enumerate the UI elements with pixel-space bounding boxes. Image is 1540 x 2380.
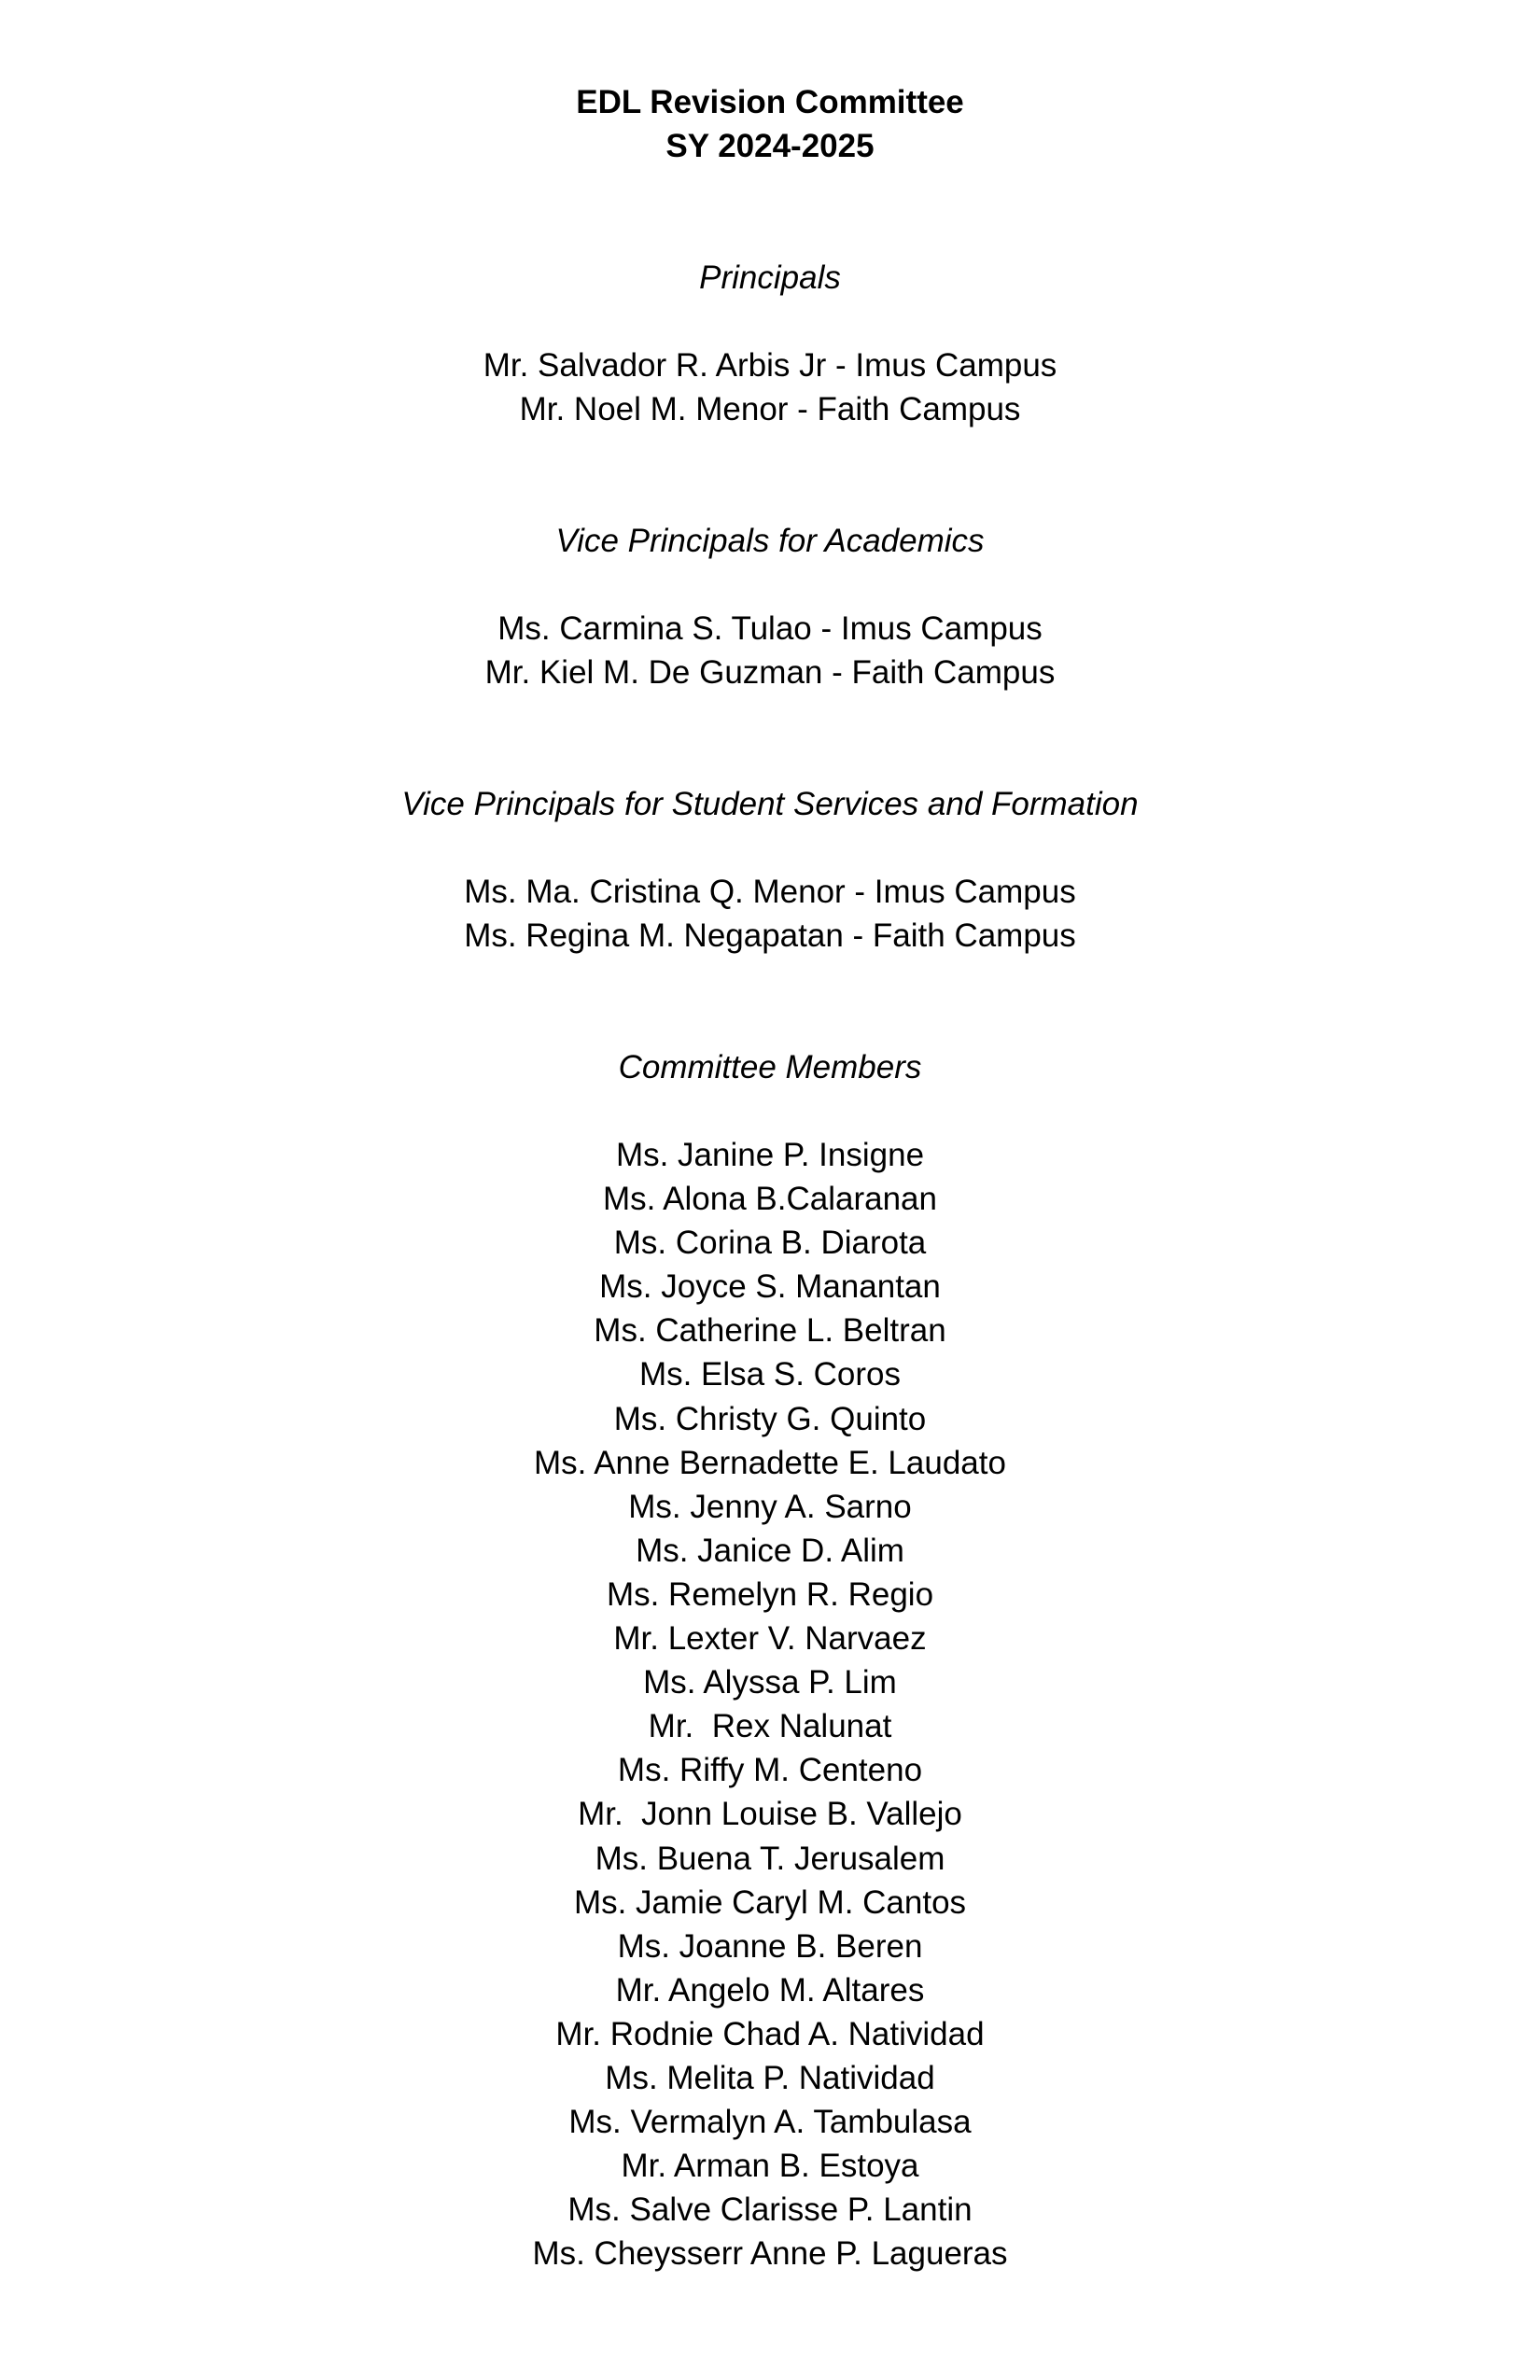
list-item: Ms. Remelyn R. Regio [606, 1575, 934, 1613]
list-item: Mr. Lexter V. Narvaez [613, 1620, 927, 1658]
list-item: Mr. Rex Nalunat [648, 1708, 892, 1745]
list-item: Mr. Salvador R. Arbis Jr - Imus Campus [483, 347, 1057, 384]
list-item: Ms. Salve Clarisse P. Lantin [567, 2191, 973, 2229]
list-item: Ms. Alona B.Calaranan [603, 1181, 937, 1218]
list-item: Ms. Vermalyn A. Tambulasa [568, 2104, 972, 2141]
list-item: Ms. Joanne B. Beren [617, 1927, 923, 1965]
section-heading: Vice Principals for Student Services and Formation [401, 786, 1139, 822]
section-heading: Committee Members [618, 1049, 922, 1085]
section-vp-student-services [0, 782, 1540, 958]
section-heading: Vice Principals for Academics [555, 523, 985, 559]
list-item: Ms. Riffy M. Centeno [617, 1752, 923, 1789]
list-item: Mr. Noel M. Menor - Faith Campus [519, 391, 1021, 427]
section-principals [0, 256, 1540, 431]
list-item: Ms. Alyssa P. Lim [643, 1664, 897, 1701]
member-list [0, 1133, 1540, 2275]
list-item: Ms. Janice D. Alim [636, 1532, 904, 1569]
entry-list [0, 870, 1540, 958]
section-heading: Principals [699, 259, 841, 296]
list-item: Ms. Christy G. Quinto [613, 1400, 927, 1437]
document-title: EDL Revision Committee [576, 84, 964, 120]
list-item: Ms. Jamie Caryl M. Cantos [573, 1883, 967, 1921]
section-committee-members [0, 1045, 1540, 2275]
list-item: Ms. Elsa S. Coros [638, 1356, 902, 1393]
entry-list [0, 343, 1540, 431]
list-item: Mr. Angelo M. Altares [615, 1971, 925, 2009]
entry-list [0, 607, 1540, 694]
list-item: Mr. Kiel M. De Guzman - Faith Campus [484, 654, 1056, 691]
list-item: Ms. Buena T. Jerusalem [595, 1840, 945, 1877]
list-item: Ms. Regina M. Negapatan - Faith Campus [464, 917, 1076, 954]
list-item: Ms. Catherine L. Beltran [594, 1312, 946, 1350]
list-item: Ms. Joyce S. Manantan [599, 1268, 941, 1306]
list-item: Ms. Melita P. Natividad [605, 2059, 935, 2096]
school-year: SY 2024-2025 [665, 128, 875, 164]
list-item: Ms. Janine P. Insigne [615, 1137, 925, 1173]
list-item: Mr. Arman B. Estoya [621, 2148, 919, 2185]
list-item: Ms. Jenny A. Sarno [628, 1488, 912, 1525]
list-item: Mr. Rodnie Chad A. Natividad [555, 2015, 985, 2052]
section-vp-academics [0, 519, 1540, 694]
list-item: Ms. Anne Bernadette E. Laudato [534, 1444, 1006, 1481]
list-item: Ms. Corina B. Diarota [613, 1225, 927, 1262]
list-item: Ms. Carmina S. Tulao - Imus Campus [497, 610, 1043, 647]
list-item: Ms. Ma. Cristina Q. Menor - Imus Campus [464, 874, 1076, 910]
title-block [0, 80, 1540, 168]
list-item: Ms. Cheysserr Anne P. Lagueras [532, 2235, 1008, 2273]
list-item: Mr. Jonn Louise B. Vallejo [578, 1796, 962, 1833]
